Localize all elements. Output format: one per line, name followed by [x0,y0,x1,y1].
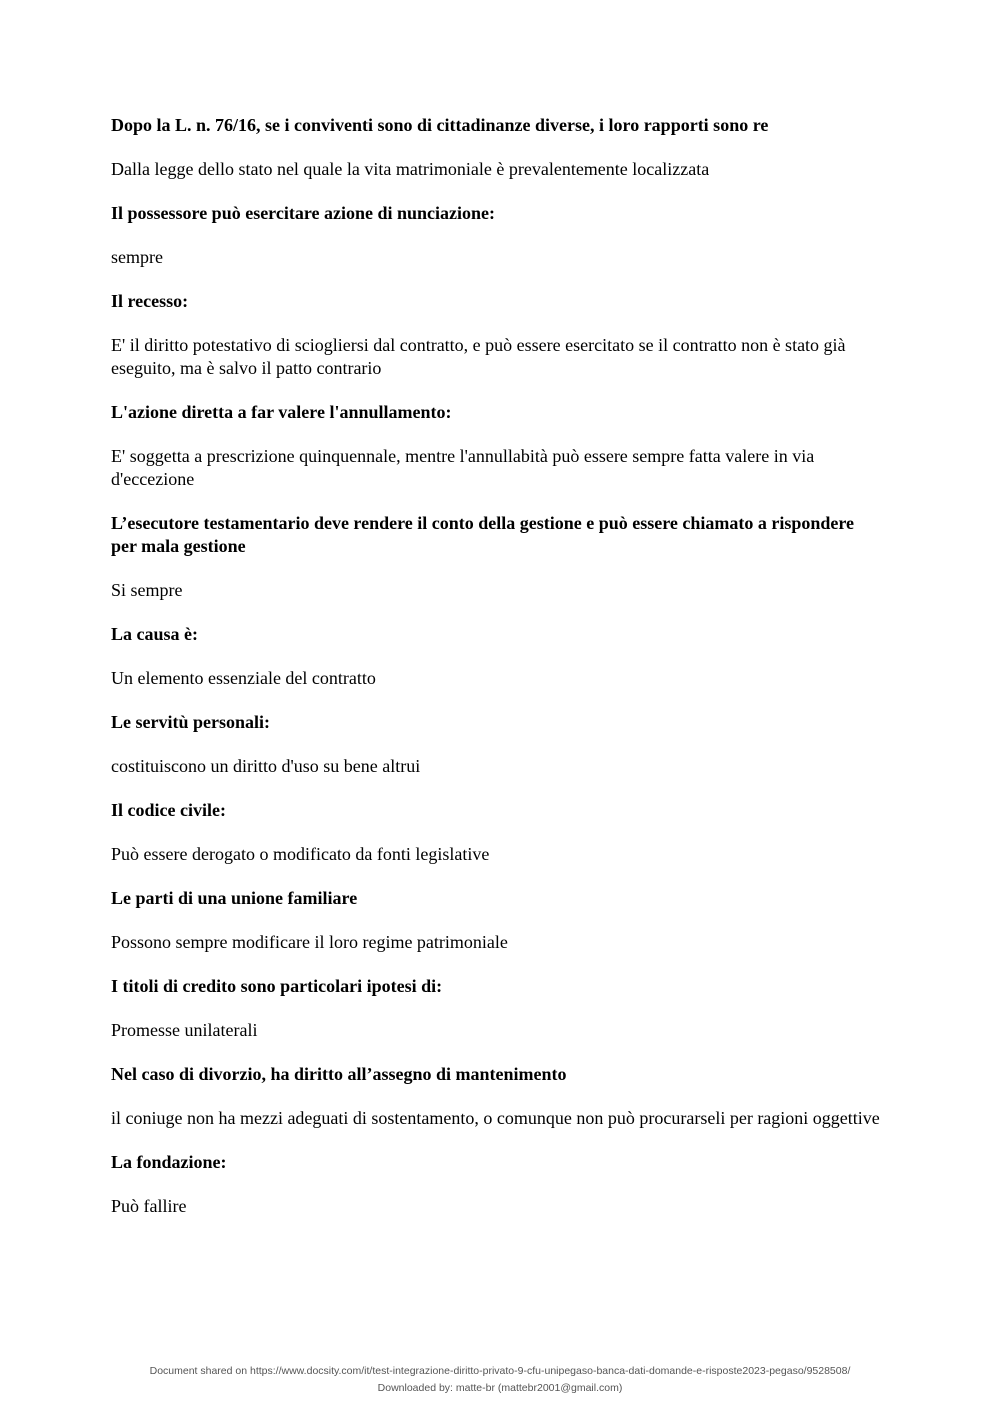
answer-text: Un elemento essenziale del contratto [111,668,376,688]
answer-text: Possono sempre modificare il loro regime patrimoniale [111,932,508,952]
page-footer [0,1363,1000,1397]
answer-text: Promesse unilaterali [111,1020,258,1040]
question-text: La causa è: [111,624,198,644]
answer-text: Può fallire [111,1196,187,1216]
qa-item [111,1151,881,1218]
answer-text: Si sempre [111,580,183,600]
question-text: Il codice civile: [111,800,226,820]
qa-item [111,887,881,954]
qa-item [111,975,881,1042]
document-body [111,114,881,1239]
qa-item [111,114,881,181]
question-text: Le servitù personali: [111,712,270,732]
qa-item [111,1063,881,1130]
answer-text: Può essere derogato o modificato da fonti legislative [111,844,490,864]
question-text: L'azione diretta a far valere l'annullamento: [111,402,452,422]
answer-text: costituiscono un diritto d'uso su bene altrui [111,756,421,776]
qa-item [111,512,881,602]
answer-text: sempre [111,247,163,267]
question-text: Nel caso di divorzio, ha diritto all’assegno di mantenimento [111,1064,567,1084]
question-text: Il possessore può esercitare azione di nunciazione: [111,203,495,223]
answer-text: E' il diritto potestativo di sciogliersi dal contratto, e può essere esercitato se il contratto non è stato già eseguito, ma è salvo il patto contrario [111,335,846,378]
question-text: I titoli di credito sono particolari ipotesi di: [111,976,443,996]
footer-shared-link[interactable]: Document shared on https://www.docsity.com/it/test-integrazione-diritto-privato-9-cfu-unipegaso-banca-dati-domande-e-risposte2023-pegaso/9528508/ [149,1365,851,1377]
question-text: Dopo la L. n. 76/16, se i conviventi sono di cittadinanze diverse, i loro rapporti sono re [111,115,769,135]
question-text: Il recesso: [111,291,189,311]
question-text: La fondazione: [111,1152,227,1172]
answer-text: Dalla legge dello stato nel quale la vita matrimoniale è prevalentemente localizzata [111,159,710,179]
qa-item [111,290,881,380]
qa-item [111,711,881,778]
footer-downloaded-by: Downloaded by: matte-br (mattebr2001@gmail.com) [377,1382,623,1394]
qa-item [111,623,881,690]
question-text: Le parti di una unione familiare [111,888,358,908]
question-text: L’esecutore testamentario deve rendere il conto della gestione e può essere chiamato a rispondere per mala gestione [111,513,855,556]
qa-item [111,202,881,269]
qa-item [111,799,881,866]
answer-text: il coniuge non ha mezzi adeguati di sostentamento, o comunque non può procurarseli per ragioni oggettive [111,1108,880,1128]
qa-item [111,401,881,491]
answer-text: E' soggetta a prescrizione quinquennale, mentre l'annullabità può essere sempre fatta valere in via d'eccezione [111,446,815,489]
